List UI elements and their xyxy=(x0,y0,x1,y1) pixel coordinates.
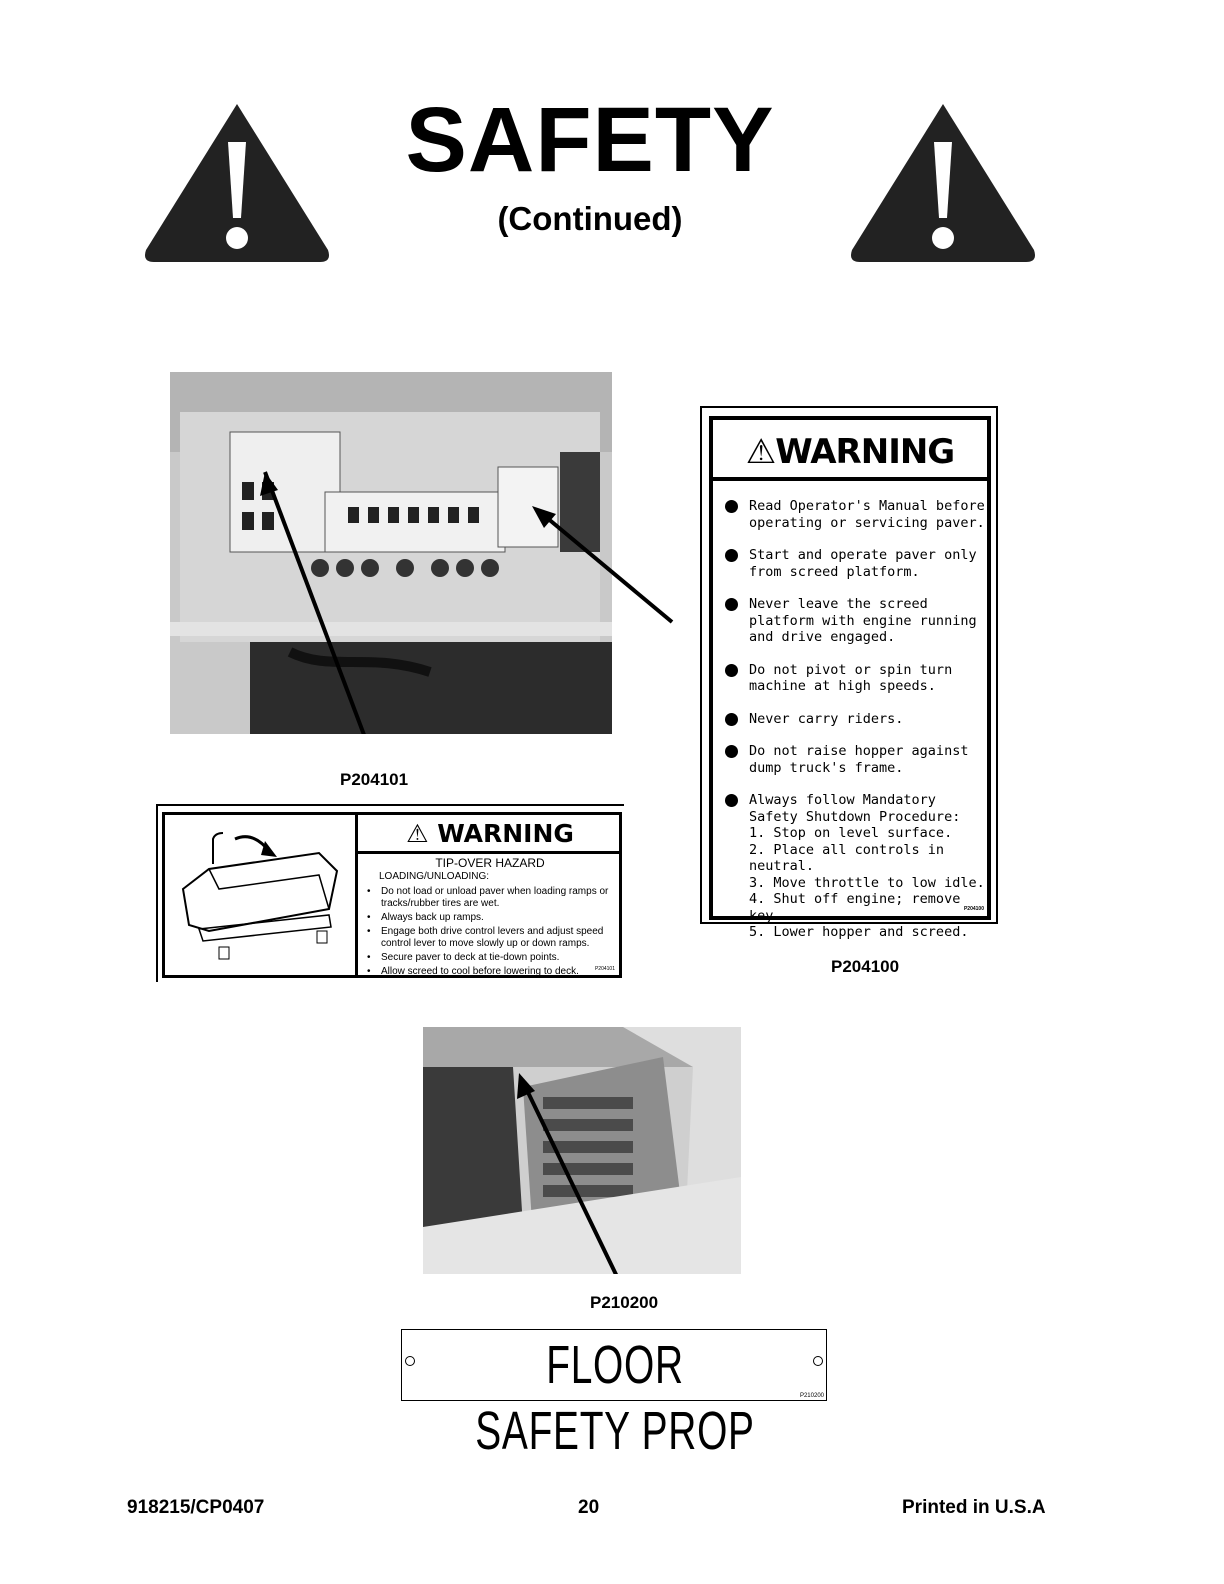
bullet-icon xyxy=(725,745,738,758)
list-item-text: Do not pivot or spin turn machine at high speeds. xyxy=(749,661,953,694)
doc-number: 918215/CP0407 xyxy=(127,1497,265,1518)
prop-decal-text: FLOOR SAFETY PROP xyxy=(475,1335,755,1461)
bullet-icon: • xyxy=(367,952,371,963)
list-item-text: Always follow Mandatory Safety Shutdown Procedure: xyxy=(749,792,961,825)
tipover-list-item xyxy=(365,926,615,950)
hazard-title: TIP-OVER HAZARD xyxy=(435,856,545,870)
shutdown-step: 5. Lower hopper and screed. xyxy=(749,924,969,940)
warning-sign-icon: ⚠ xyxy=(745,432,776,472)
operator-list-item xyxy=(723,662,985,695)
decal-heading: WARNING xyxy=(775,432,955,472)
bullet-icon xyxy=(725,500,738,513)
warning-sign-icon: ⚠ xyxy=(406,819,429,848)
list-item-text: Start and operate paver only from screed platform. xyxy=(749,547,977,580)
decal-heading: WARNING xyxy=(437,819,574,848)
pointer-arrow xyxy=(520,490,680,630)
tipover-list-item xyxy=(365,966,615,978)
operator-warning-decal xyxy=(700,406,998,940)
floor-prop-decal xyxy=(401,1329,827,1461)
tipover-list xyxy=(365,886,615,978)
shutdown-step: 2. Place all controls in neutral. xyxy=(749,841,945,874)
figure-caption: P210200 xyxy=(590,1293,659,1312)
page-subtitle: (Continued) xyxy=(497,200,683,237)
operator-warning-list xyxy=(723,498,985,825)
operator-list-item xyxy=(723,596,985,646)
figure-caption: P204100 xyxy=(831,957,900,976)
list-item-text: Do not raise hopper against dump truck's frame. xyxy=(749,743,969,776)
list-item-text: Allow screed to cool before lowering to deck. xyxy=(381,966,579,977)
operator-list-item xyxy=(723,711,985,728)
list-item-text: Never carry riders. xyxy=(749,710,904,727)
list-item-text: Never leave the screed platform with engine running and drive engaged. xyxy=(749,596,977,645)
list-item-text: Always back up ramps. xyxy=(381,912,484,923)
shutdown-steps xyxy=(749,825,985,941)
operator-list-item xyxy=(723,743,985,776)
operator-list-item xyxy=(723,547,985,580)
list-item-text: Read Operator's Manual before operating or servicing paver. xyxy=(749,498,985,531)
shutdown-step: 1. Stop on level surface. xyxy=(749,825,953,841)
decal-code: P210200 xyxy=(799,1393,824,1399)
warning-triangle-icon xyxy=(848,100,1038,265)
bullet-icon: • xyxy=(367,926,371,937)
tipover-decal xyxy=(156,804,624,982)
shutdown-step: 3. Move throttle to low idle. xyxy=(749,874,985,891)
bullet-icon: • xyxy=(367,886,371,897)
operator-list-item xyxy=(723,498,985,531)
tipover-list-item xyxy=(365,886,615,910)
bullet-icon xyxy=(725,794,738,807)
operator-list-item xyxy=(723,792,985,825)
paver-tipover-illustration xyxy=(169,819,349,971)
printed-note: Printed in U.S.A xyxy=(902,1497,1046,1518)
bullet-icon: • xyxy=(367,912,371,923)
bullet-icon xyxy=(725,598,738,611)
shutdown-step: 4. Shut off engine; remove key. xyxy=(749,891,961,924)
page-number: 20 xyxy=(578,1497,600,1518)
floor-prop-photo xyxy=(423,1027,741,1274)
figure-caption: P204101 xyxy=(340,770,409,789)
list-item-text: Do not load or unload paver when loading ramps or tracks/rubber tires are wet. xyxy=(381,886,609,909)
bullet-icon xyxy=(725,549,738,562)
bullet-icon xyxy=(725,664,738,677)
section-label: LOADING/UNLOADING: xyxy=(379,871,490,882)
decal-code: P204101 xyxy=(594,966,615,972)
list-item-text: Engage both drive control levers and adjust speed control lever to move slowly up or down ramps. xyxy=(381,926,604,949)
page-title: SAFETY xyxy=(405,89,775,191)
bullet-icon xyxy=(725,713,738,726)
tipover-list-item xyxy=(365,912,615,924)
mounting-hole xyxy=(405,1356,415,1366)
tipover-list-item xyxy=(365,952,615,964)
list-item-text: Secure paver to deck at tie-down points. xyxy=(381,952,560,963)
decal-code: P204100 xyxy=(963,906,984,912)
bullet-icon: • xyxy=(367,966,371,977)
mounting-hole xyxy=(813,1356,823,1366)
